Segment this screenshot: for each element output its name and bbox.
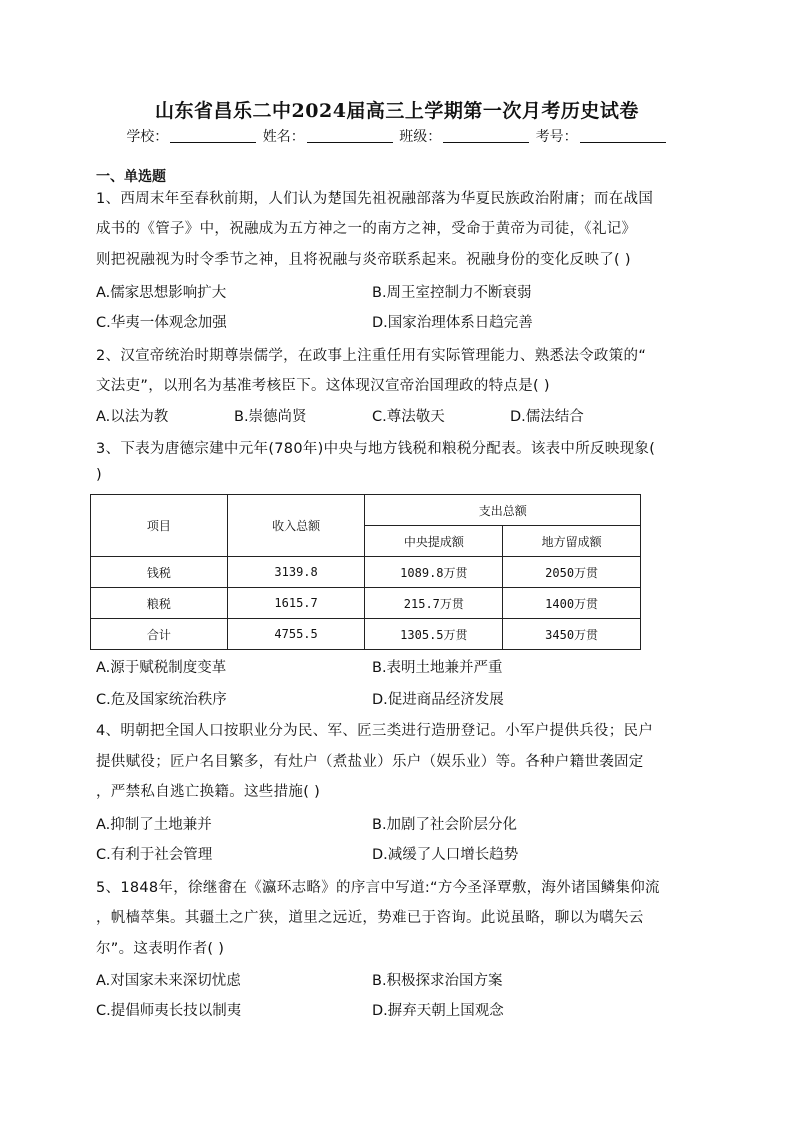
q1-line-1: 1、西周末年至春秋前期，人们认为楚国先祖祝融部落为华夏民族政治附庸；而在战国: [96, 191, 654, 207]
q2-option-b: B.崇德尚贤: [234, 409, 307, 425]
exam-number-label: 考号：: [535, 129, 578, 145]
name-blank: [307, 128, 393, 143]
row-item: 钱税: [91, 557, 228, 588]
q1-option-d: D.国家治理体系日趋完善: [372, 315, 533, 331]
table-row: [91, 588, 641, 619]
row-income: 1615.7: [227, 588, 365, 619]
q3-option-c: C.危及国家统治秩序: [96, 692, 227, 708]
header-item: 项目: [91, 495, 228, 557]
row-central: 1089.8万贯: [365, 557, 503, 588]
q3-line-2: ): [96, 467, 102, 483]
q4-option-a: A.抑制了土地兼并: [96, 817, 212, 833]
q1-option-a: A.儒家思想影响扩大: [96, 285, 227, 301]
tax-distribution-table: [90, 494, 641, 650]
student-info-row: [0, 126, 794, 146]
q1-line-2: 成书的《管子》中，祝融成为五方神之一的南方之神，受命于黄帝为司徒，《礼记》: [96, 221, 637, 237]
q2-line-2: 文法吏”，以刑名为基准考核臣下。这体现汉宣帝治国理政的特点是( ): [96, 378, 550, 394]
q1-option-b: B.周王室控制力不断衰弱: [372, 285, 532, 301]
section-heading: 一、单选题: [96, 169, 166, 185]
header-local: 地方留成额: [503, 526, 641, 557]
q4-option-d: D.减缓了人口增长趋势: [372, 847, 519, 863]
q5-line-3: 尔”。这表明作者( ): [96, 941, 225, 957]
row-income: 3139.8: [227, 557, 365, 588]
q5-option-d: D.摒弃天朝上国观念: [372, 1003, 504, 1019]
q5-option-c: C.提倡师夷长技以制夷: [96, 1003, 242, 1019]
q5-option-a: A.对国家未来深切忧虑: [96, 973, 241, 989]
row-income: 4755.5: [227, 619, 365, 650]
q3-option-b: B.表明土地兼并严重: [372, 660, 503, 676]
row-central: 1305.5万贯: [365, 619, 503, 650]
q1-option-c: C.华夷一体观念加强: [96, 315, 227, 331]
q2-option-d: D.儒法结合: [510, 409, 584, 425]
q3-line-1: 3、下表为唐德宗建中元年(780年)中央与地方钱税和粮税分配表。该表中所反映现象(: [96, 441, 656, 457]
header-income: 收入总额: [227, 495, 365, 557]
header-expense: 支出总额: [365, 495, 641, 526]
q3-option-d: D.促进商品经济发展: [372, 692, 504, 708]
class-label: 班级：: [399, 129, 442, 145]
page-title: 山东省昌乐二中2024届高三上学期第一次月考历史试卷: [155, 100, 639, 122]
q3-option-a: A.源于赋税制度变革: [96, 660, 227, 676]
school-label: 学校：: [126, 129, 169, 145]
q1-line-3: 则把祝融视为时令季节之神，且将祝融与炎帝联系起来。祝融身份的变化反映了( ): [96, 252, 631, 268]
row-central: 215.7万贯: [365, 588, 503, 619]
q2-option-a: A.以法为教: [96, 409, 169, 425]
row-item: 合计: [91, 619, 228, 650]
q2-line-1: 2、汉宣帝统治时期尊崇儒学，在政事上注重任用有实际管理能力、熟悉法令政策的“: [96, 348, 647, 364]
class-blank: [443, 128, 529, 143]
q4-line-2: 提供赋役；匠户名目繁多，有灶户（煮盐业）乐户（娱乐业）等。各种户籍世袭固定: [96, 754, 644, 770]
q5-line-2: ，帆樯萃集。其疆土之广狭，道里之远近，势难已于咨询。此说虽略，聊以为嚆矢云: [96, 910, 644, 926]
q2-option-c: C.尊法敬天: [372, 409, 445, 425]
row-item: 粮税: [91, 588, 228, 619]
row-local: 1400万贯: [503, 588, 641, 619]
q5-line-1: 5、1848年，徐继畬在《瀛环志略》的序言中写道:“方今圣泽覃敷，海外诸国鳞集仰流: [96, 880, 660, 896]
header-central: 中央提成额: [365, 526, 503, 557]
table-row: [91, 557, 641, 588]
row-local: 3450万贯: [503, 619, 641, 650]
table-row: [91, 619, 641, 650]
name-label: 姓名：: [262, 129, 305, 145]
q4-option-c: C.有利于社会管理: [96, 847, 213, 863]
q5-option-b: B.积极探求治国方案: [372, 973, 503, 989]
school-blank: [170, 128, 256, 143]
exam-number-blank: [580, 128, 666, 143]
row-local: 2050万贯: [503, 557, 641, 588]
q4-option-b: B.加剧了社会阶层分化: [372, 817, 518, 833]
q4-line-1: 4、明朝把全国人口按职业分为民、军、匠三类进行造册登记。小军户提供兵役；民户: [96, 723, 654, 739]
q4-line-3: ，严禁私自逃亡换籍。这些措施( ): [96, 784, 321, 800]
